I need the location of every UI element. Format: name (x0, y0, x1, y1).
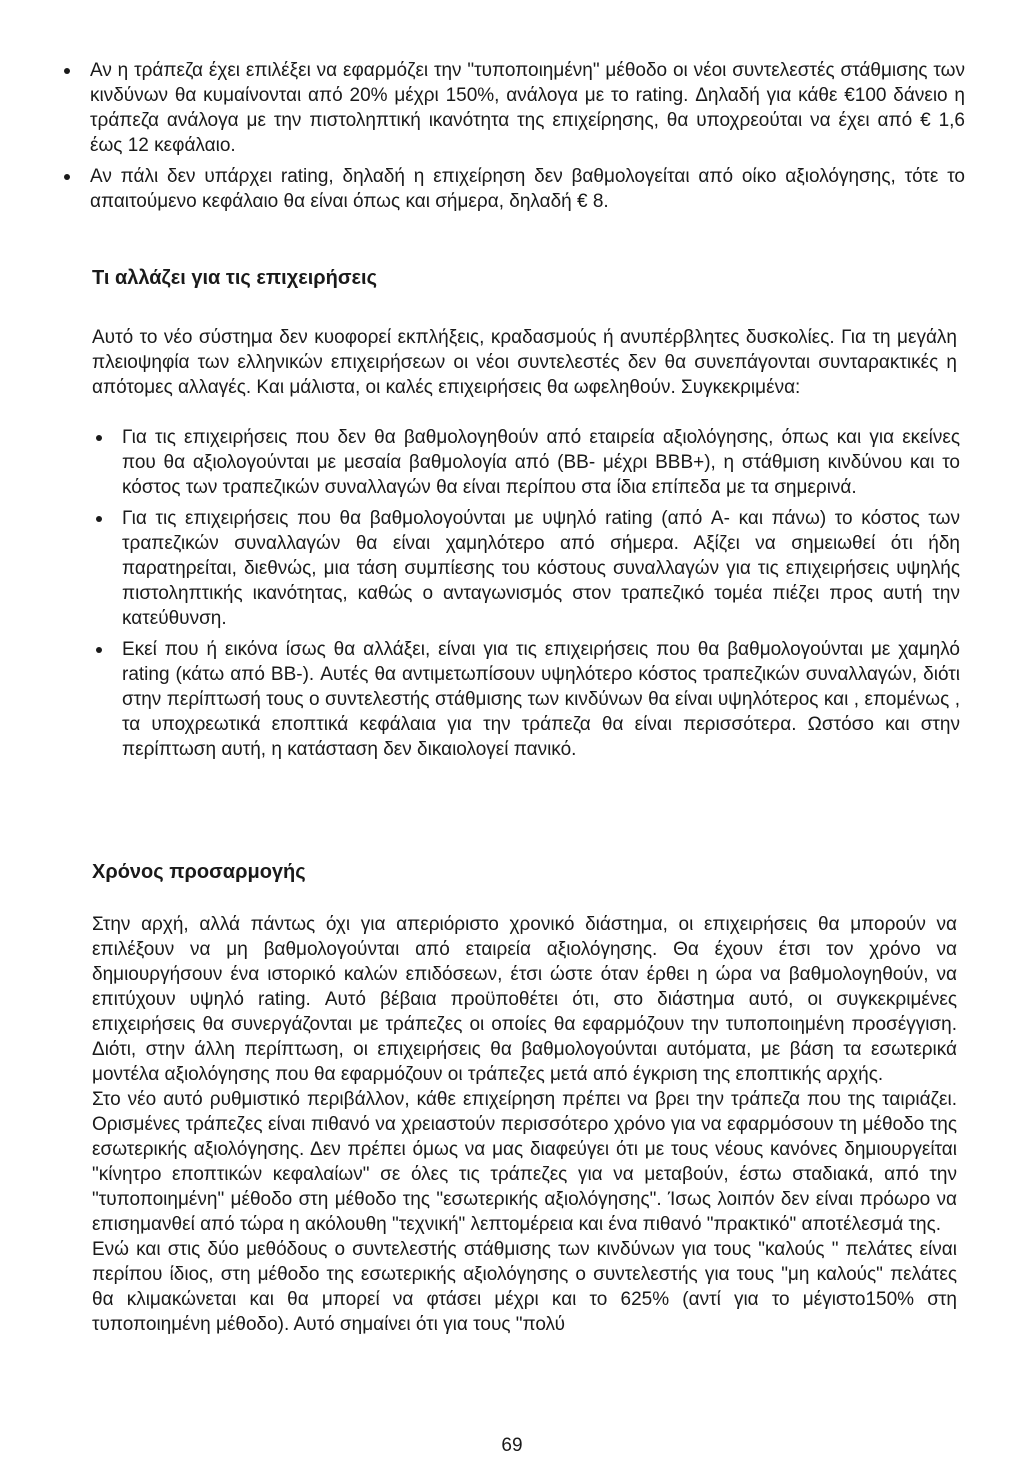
list-item: Για τις επιχειρήσεις που θα βαθμολογούνται με υψηλό rating (από A- και πάνω) το κόστος των τραπεζικών συναλλαγών θα είναι χαμηλότερο από σήμερα. Αξίζει να σημειωθεί ότι ήδη παρατηρείται, διεθνώς, μια τάση συμπίεσης του κόστους συναλλαγών για τις επιχειρήσεις υψηλής πιστοληπτικής ικανότητας, καθώς ο ανταγωνισμός στον τραπεζικό τομέα πιέζει προς αυτή την κατεύθυνση. (92, 506, 960, 631)
page-number: 69 (501, 1435, 523, 1456)
section-heading-adjustment-time: Χρόνος προσαρμογής (92, 861, 306, 883)
list-item: Αν η τράπεζα έχει επιλέξει να εφαρμόζει την "τυποποιημένη" μέθοδο οι νέοι συντελεστές στάθμισης των κινδύνων θα κυμαίνονται από 20% μέχρι 150%, ανάλογα με το rating. Δηλαδή για κάθε €100 δάνειο η τράπεζα ανάλογα με την πιστοληπτική ικανότητα της επιχείρησης, θα υποχρεούται να έχει από € 1,6 έως 12 κεφάλαιο. (60, 58, 965, 158)
section-bullet-list (92, 425, 960, 768)
section-intro-paragraph: Αυτό το νέο σύστημα δεν κυοφορεί εκπλήξεις, κραδασμούς ή ανυπέρβλητες δυσκολίες. Για τη μεγάλη πλειοψηφία των ελληνικών επιχειρήσεων οι νέοι συντελεστές δεν θα συνεπάγονται συνταρακτικές η απότομες αλλαγές. Και μάλιστα, οι καλές επιχειρήσεις θα ωφεληθούν. Συγκεκριμένα: (92, 327, 957, 398)
top-bullet-list (60, 58, 965, 220)
section-body (92, 912, 957, 1337)
list-item: Για τις επιχειρήσεις που δεν θα βαθμολογηθούν από εταιρεία αξιολόγησης, όπως και για εκείνες που θα αξιολογούνται με μεσαία βαθμολογία από (BB- μέχρι BBB+), η στάθμιση κινδύνου και το κόστος των τραπεζικών συναλλαγών θα είναι περίπου στα ίδια επίπεδα με τα σημερινά. (92, 425, 960, 500)
body-paragraph: Ενώ και στις δύο μεθόδους ο συντελεστής στάθμισης των κινδύνων για τους "καλούς " πελάτες είναι περίπου ίδιος, στη μέθοδο της εσωτερικής αξιολόγησης ο συντελεστής για τους "μη καλούς" πελάτες θα κλιμακώνεται και θα μπορεί να φτάσει μέχρι και το 625% (αντί για το μέγιστο150% στη τυποποιημένη μέθοδο). Αυτό σημαίνει ότι για τους "πολύ (92, 1239, 957, 1335)
list-item: Εκεί που ή εικόνα ίσως θα αλλάξει, είναι για τις επιχειρήσεις που θα βαθμολογούνται με χαμηλό rating (κάτω από BB-). Αυτές θα αντιμετωπίσουν υψηλότερο κόστος τραπεζικών συναλλαγών, διότι στην περίπτωσή τους ο συντελεστής στάθμισης των κινδύνων θα είναι υψηλότερος και , επομένως , τα υποχρεωτικά εποπτικά κεφάλαια για την τράπεζα θα είναι περισσότερα. Ωστόσο και στην περίπτωση αυτή, η κατάσταση δεν δικαιολογεί πανικό. (92, 637, 960, 762)
body-paragraph: Στο νέο αυτό ρυθμιστικό περιβάλλον, κάθε επιχείρηση πρέπει να βρει την τράπεζα που της ταιριάζει. Ορισμένες τράπεζες είναι πιθανό να χρειαστούν περισσότερο χρόνο για να εφαρμόσουν τη μέθοδο της εσωτερικής αξιολόγησης. Δεν πρέπει όμως να μας διαφεύγει ότι με τους νέους κανόνες δημιουργείται "κίνητρο εποπτικών κεφαλαίων" σε όλες τις τράπεζες για να μεταβούν, έστω σταδιακά, από την "τυποποιημένη" μέθοδο στη μέθοδο της "εσωτερικής αξιολόγησης". Ίσως λοιπόν δεν είναι πρόωρο να επισημανθεί από τώρα η ακόλουθη "τεχνική" λεπτομέρεια και ένα πιθανό "πρακτικό" αποτέλεσμά της. (92, 1089, 957, 1235)
list-item: Αν πάλι δεν υπάρχει rating, δηλαδή η επιχείρηση δεν βαθμολογείται από οίκο αξιολόγησης, τότε το απαιτούμενο κεφάλαιο θα είναι όπως και σήμερα, δηλαδή € 8. (60, 164, 965, 214)
section-heading-changes: Τι αλλάζει για τις επιχειρήσεις (92, 267, 377, 289)
body-paragraph: Στην αρχή, αλλά πάντως όχι για απεριόριστο χρονικό διάστημα, οι επιχειρήσεις θα μπορούν να επιλέξουν να μη βαθμολογούνται από εταιρεία αξιολόγησης. Θα έχουν έτσι τον χρόνο να δημιουργήσουν ένα ιστορικό καλών επιδόσεων, έτσι ώστε όταν έρθει η ώρα να βαθμολογηθούν, να επιτύχουν υψηλό rating. Αυτό βέβαια προϋποθέτει ότι, στο διάστημα αυτό, οι συγκεκριμένες επιχειρήσεις θα συνεργάζονται με τράπεζες οι οποίες θα εφαρμόζουν την τυποποιημένη προσέγγιση. Διότι, στην άλλη περίπτωση, οι επιχειρήσεις θα βαθμολογούνται αυτόματα, με βάση τα εσωτερικά μοντέλα αξιολόγησης που θα εφαρμόζουν οι τράπεζες μετά από έγκριση της εποπτικής αρχής. (92, 914, 957, 1085)
